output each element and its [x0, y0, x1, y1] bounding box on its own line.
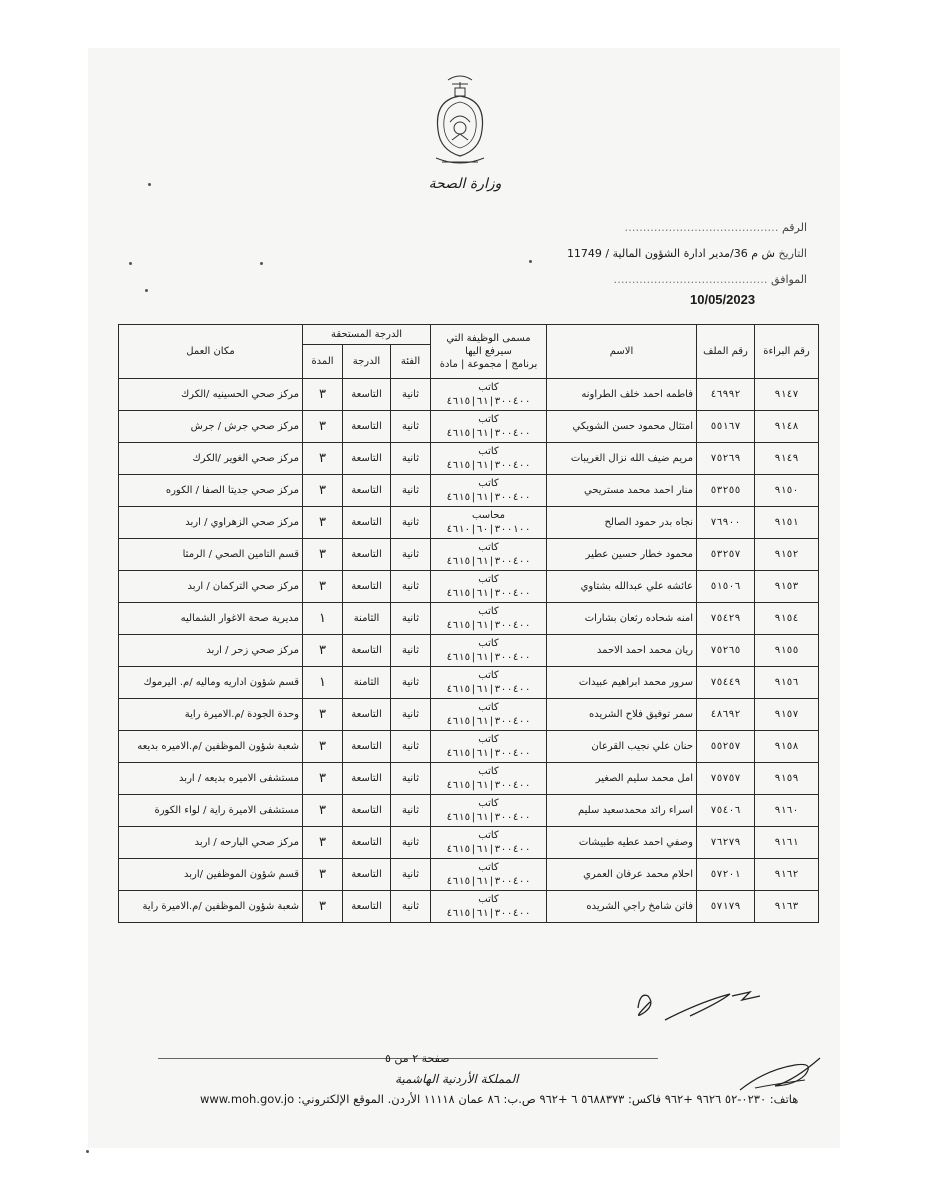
table-row [119, 443, 819, 475]
file-number-cell: ٧٦٩٠٠ [697, 507, 755, 539]
ref-number-line: الرقم …………………………………… [624, 221, 807, 234]
page-indicator: صفحة ٢ من ٥ [385, 1052, 450, 1065]
cert-number-cell: ٩١٥٢ [755, 539, 819, 571]
header-job-sub: برنامج | مجموعة | مادة [439, 359, 538, 370]
table-row [119, 411, 819, 443]
job-code: ٣٠٠٤٠٠|٦١|٤٦١٥ [446, 811, 531, 823]
job-title-cell [431, 475, 547, 507]
job-code: ٣٠٠٤٠٠|٦١|٤٦١٥ [446, 459, 531, 471]
kingdom-name: المملكة الأردنية الهاشمية [395, 1072, 519, 1086]
file-number-cell: ٧٥٤٤٩ [697, 667, 755, 699]
job-title: كاتب [478, 893, 499, 905]
category-cell: ثانية [391, 411, 431, 443]
header-job [431, 325, 547, 379]
degree-cell: التاسعة [343, 411, 391, 443]
period-cell: ٣ [303, 411, 343, 443]
scan-speck [529, 260, 532, 263]
category-cell: ثانية [391, 699, 431, 731]
workplace-cell: مستشفى الاميرة راية / لواء الكورة [119, 795, 303, 827]
cert-number-cell: ٩١٦٣ [755, 891, 819, 923]
degree-cell: التاسعة [343, 827, 391, 859]
table-row [119, 635, 819, 667]
period-cell: ٣ [303, 379, 343, 411]
workplace-cell: مركز صحي الزهراوي / اربد [119, 507, 303, 539]
workplace-cell: مركز صحي جرش / جرش [119, 411, 303, 443]
file-number-cell: ٥٥١٦٧ [697, 411, 755, 443]
job-title: كاتب [478, 701, 499, 713]
job-title-cell [431, 379, 547, 411]
ref-date-value: ش م 36/مدير ادارة الشؤون المالية / 11749 [566, 247, 775, 260]
jordan-coat-of-arms-icon [430, 70, 490, 170]
scan-speck [148, 183, 151, 186]
period-cell: ٣ [303, 475, 343, 507]
file-number-cell: ٥١٥٠٦ [697, 571, 755, 603]
employee-name-cell: احلام محمد عرفان العمري [547, 859, 697, 891]
degree-cell: التاسعة [343, 763, 391, 795]
cert-number-cell: ٩١٥٤ [755, 603, 819, 635]
job-code: ٣٠٠٤٠٠|٦١|٤٦١٥ [446, 395, 531, 407]
workplace-cell: قسم التامين الصحي / الرمثا [119, 539, 303, 571]
job-title: كاتب [478, 477, 499, 489]
job-title-cell [431, 827, 547, 859]
contact-info: هاتف: ٠٢٣٠-٥٢ ٩٦٢٦ +٩٦٢ فاكس: ٥٦٨٨٣٧٣ ٦ +٩٦٢ ص.ب: ٨٦ عمان ١١١١٨ الأردن. الموقع الإلكتروني: www.moh.gov.jo [200, 1092, 799, 1106]
job-title-cell [431, 891, 547, 923]
job-title: كاتب [478, 541, 499, 553]
file-number-cell: ٥٥٢٥٧ [697, 731, 755, 763]
job-code: ٣٠٠٤٠٠|٦١|٤٦١٥ [446, 715, 531, 727]
period-cell: ٣ [303, 795, 343, 827]
period-cell: ٣ [303, 827, 343, 859]
degree-cell: الثامنة [343, 667, 391, 699]
file-number-cell: ٥٧٢٠١ [697, 859, 755, 891]
file-number-cell: ٥٧١٧٩ [697, 891, 755, 923]
job-title: محاسب [471, 509, 506, 521]
employee-name-cell: منار احمد محمد مستريحي [547, 475, 697, 507]
job-title-cell [431, 507, 547, 539]
header-file-number: رقم الملف [697, 325, 755, 379]
table-body [119, 379, 819, 923]
table-row [119, 763, 819, 795]
file-number-cell: ٧٥٤٠٦ [697, 795, 755, 827]
cert-number-cell: ٩١٦٢ [755, 859, 819, 891]
table-row [119, 731, 819, 763]
category-cell: ثانية [391, 635, 431, 667]
file-number-cell: ٧٥٢٦٥ [697, 635, 755, 667]
scan-speck [129, 262, 132, 265]
job-title: كاتب [478, 381, 499, 393]
employee-name-cell: فاطمه احمد خلف الطراونه [547, 379, 697, 411]
job-title-cell [431, 443, 547, 475]
initials-signature-image [735, 1050, 835, 1095]
header-cert-number: رقم البراءة [755, 325, 819, 379]
degree-cell: التاسعة [343, 539, 391, 571]
job-title-cell [431, 731, 547, 763]
category-cell: ثانية [391, 795, 431, 827]
workplace-cell: قسم شؤون اداريه وماليه /م. اليرموك [119, 667, 303, 699]
degree-cell: التاسعة [343, 795, 391, 827]
job-title-cell [431, 539, 547, 571]
scan-speck [86, 1150, 89, 1153]
job-title-cell [431, 667, 547, 699]
table-row [119, 827, 819, 859]
table-row [119, 539, 819, 571]
employee-name-cell: نجاه بدر حمود الصالح [547, 507, 697, 539]
period-cell: ٣ [303, 859, 343, 891]
job-title: كاتب [478, 605, 499, 617]
employee-name-cell: امتثال محمود حسن الشويكي [547, 411, 697, 443]
degree-cell: التاسعة [343, 731, 391, 763]
file-number-cell: ٧٥٢٦٩ [697, 443, 755, 475]
ref-number-label: الرقم [781, 221, 807, 234]
period-cell: ٣ [303, 891, 343, 923]
workplace-cell: مركز صحي جديتا الصفا / الكوره [119, 475, 303, 507]
workplace-cell: قسم شؤون الموظفين /اربد [119, 859, 303, 891]
job-title-cell [431, 699, 547, 731]
employee-name-cell: حنان علي نجيب القرعان [547, 731, 697, 763]
ref-hijri-label: الموافق [771, 273, 807, 286]
file-number-cell: ٧٥٧٥٧ [697, 763, 755, 795]
period-cell: ٣ [303, 635, 343, 667]
job-code: ٣٠٠٤٠٠|٦١|٤٦١٥ [446, 651, 531, 663]
period-cell: ٣ [303, 507, 343, 539]
job-code: ٣٠٠٤٠٠|٦١|٤٦١٥ [446, 587, 531, 599]
cert-number-cell: ٩١٥٣ [755, 571, 819, 603]
workplace-cell: مستشفى الاميره بديعه / اربد [119, 763, 303, 795]
job-code: ٣٠٠٤٠٠|٦١|٤٦١٥ [446, 907, 531, 919]
signature-image [620, 982, 770, 1027]
job-title: كاتب [478, 861, 499, 873]
employee-name-cell: اسراء رائد محمدسعيد سليم [547, 795, 697, 827]
category-cell: ثانية [391, 859, 431, 891]
cert-number-cell: ٩١٥٦ [755, 667, 819, 699]
ref-hijri-line: الموافق …………………………………… [613, 273, 807, 286]
category-cell: ثانية [391, 731, 431, 763]
job-title: كاتب [478, 733, 499, 745]
cert-number-cell: ٩١٤٩ [755, 443, 819, 475]
cert-number-cell: ٩١٤٨ [755, 411, 819, 443]
cert-number-cell: ٩١٥٥ [755, 635, 819, 667]
category-cell: ثانية [391, 763, 431, 795]
cert-number-cell: ٩١٥٧ [755, 699, 819, 731]
header-workplace: مكان العمل [119, 325, 303, 379]
workplace-cell: مديرية صحة الاغوار الشماليه [119, 603, 303, 635]
header-degree: الدرجة [343, 345, 391, 379]
workplace-cell: شعبة شؤون الموظفين /م.الاميرة راية [119, 891, 303, 923]
category-cell: ثانية [391, 667, 431, 699]
file-number-cell: ٥٣٢٥٧ [697, 539, 755, 571]
job-title: كاتب [478, 765, 499, 777]
employee-name-cell: وصفي احمد عطيه طبيشات [547, 827, 697, 859]
category-cell: ثانية [391, 443, 431, 475]
document-date: 10/05/2023 [690, 292, 756, 307]
cert-number-cell: ٩١٦٠ [755, 795, 819, 827]
degree-cell: التاسعة [343, 379, 391, 411]
table-row [119, 795, 819, 827]
table-row [119, 379, 819, 411]
job-code: ٣٠٠١٠٠|٦٠|٤٦١٠ [446, 523, 531, 535]
workplace-cell: مركز صحي التركمان / اربد [119, 571, 303, 603]
job-code: ٣٠٠٤٠٠|٦١|٤٦١٥ [446, 843, 531, 855]
scan-speck [145, 289, 148, 292]
job-title-cell [431, 571, 547, 603]
job-title-cell [431, 795, 547, 827]
file-number-cell: ٥٣٢٥٥ [697, 475, 755, 507]
degree-cell: التاسعة [343, 635, 391, 667]
ministry-name: وزارة الصحة [428, 176, 502, 192]
category-cell: ثانية [391, 507, 431, 539]
file-number-cell: ٧٦٢٧٩ [697, 827, 755, 859]
job-code: ٣٠٠٤٠٠|٦١|٤٦١٥ [446, 683, 531, 695]
file-number-cell: ٤٨٦٩٢ [697, 699, 755, 731]
table-row [119, 507, 819, 539]
degree-cell: التاسعة [343, 443, 391, 475]
employee-name-cell: عائشه علي عبدالله بشتاوي [547, 571, 697, 603]
category-cell: ثانية [391, 603, 431, 635]
job-title: كاتب [478, 573, 499, 585]
workplace-cell: شعبة شؤون الموظفين /م.الاميره بديعه [119, 731, 303, 763]
degree-cell: الثامنة [343, 603, 391, 635]
period-cell: ١ [303, 667, 343, 699]
job-title: كاتب [478, 413, 499, 425]
promotion-table [118, 324, 819, 923]
job-code: ٣٠٠٤٠٠|٦١|٤٦١٥ [446, 747, 531, 759]
job-title: كاتب [478, 445, 499, 457]
degree-cell: التاسعة [343, 507, 391, 539]
cert-number-cell: ٩١٥١ [755, 507, 819, 539]
table-row [119, 571, 819, 603]
employee-name-cell: مريم ضيف الله نزال الغريبات [547, 443, 697, 475]
employee-name-cell: امل محمد سليم الصغير [547, 763, 697, 795]
workplace-cell: مركز صحي زحر / اربد [119, 635, 303, 667]
category-cell: ثانية [391, 891, 431, 923]
ref-date-line [567, 247, 807, 260]
job-title-cell [431, 859, 547, 891]
period-cell: ٣ [303, 539, 343, 571]
cert-number-cell: ٩١٦١ [755, 827, 819, 859]
employee-name-cell: محمود خطار حسين عطير [547, 539, 697, 571]
period-cell: ١ [303, 603, 343, 635]
job-title-cell [431, 411, 547, 443]
header-category: الفئة [391, 345, 431, 379]
employee-name-cell: فاتن شامخ راجي الشريده [547, 891, 697, 923]
header-deserved-degree: الدرجة المستحقة [303, 325, 431, 345]
job-code: ٣٠٠٤٠٠|٦١|٤٦١٥ [446, 555, 531, 567]
category-cell: ثانية [391, 571, 431, 603]
period-cell: ٣ [303, 443, 343, 475]
job-title: كاتب [478, 797, 499, 809]
category-cell: ثانية [391, 539, 431, 571]
job-code: ٣٠٠٤٠٠|٦١|٤٦١٥ [446, 779, 531, 791]
table-row [119, 891, 819, 923]
period-cell: ٣ [303, 763, 343, 795]
job-code: ٣٠٠٤٠٠|٦١|٤٦١٥ [446, 491, 531, 503]
table-row [119, 859, 819, 891]
header-job-title: مسمى الوظيفة التي سيرفع اليها [446, 333, 531, 357]
job-title: كاتب [478, 669, 499, 681]
job-code: ٣٠٠٤٠٠|٦١|٤٦١٥ [446, 619, 531, 631]
degree-cell: التاسعة [343, 571, 391, 603]
workplace-cell: وحدة الجودة /م.الاميرة راية [119, 699, 303, 731]
period-cell: ٣ [303, 731, 343, 763]
table-row [119, 699, 819, 731]
degree-cell: التاسعة [343, 699, 391, 731]
table-row [119, 667, 819, 699]
job-code: ٣٠٠٤٠٠|٦١|٤٦١٥ [446, 427, 531, 439]
job-title: كاتب [478, 637, 499, 649]
employee-name-cell: ريان محمد احمد الاحمد [547, 635, 697, 667]
table-row [119, 475, 819, 507]
job-title-cell [431, 603, 547, 635]
degree-cell: التاسعة [343, 859, 391, 891]
category-cell: ثانية [391, 379, 431, 411]
period-cell: ٣ [303, 571, 343, 603]
job-title: كاتب [478, 829, 499, 841]
workplace-cell: مركز صحي البارحه / اربد [119, 827, 303, 859]
degree-cell: التاسعة [343, 475, 391, 507]
cert-number-cell: ٩١٥٠ [755, 475, 819, 507]
job-title-cell [431, 763, 547, 795]
cert-number-cell: ٩١٥٩ [755, 763, 819, 795]
header-name: الاسم [547, 325, 697, 379]
ref-date-label: التاريخ [778, 247, 807, 260]
employee-name-cell: سمر توفيق فلاح الشريده [547, 699, 697, 731]
job-code: ٣٠٠٤٠٠|٦١|٤٦١٥ [446, 875, 531, 887]
file-number-cell: ٧٥٤٢٩ [697, 603, 755, 635]
table-row [119, 603, 819, 635]
cert-number-cell: ٩١٥٨ [755, 731, 819, 763]
category-cell: ثانية [391, 475, 431, 507]
category-cell: ثانية [391, 827, 431, 859]
workplace-cell: مركز صحي الحسينيه /الكرك [119, 379, 303, 411]
file-number-cell: ٤٦٩٩٢ [697, 379, 755, 411]
period-cell: ٣ [303, 699, 343, 731]
employee-name-cell: سرور محمد ابراهيم عبيدات [547, 667, 697, 699]
employee-name-cell: امنه شحاده رثعان بشارات [547, 603, 697, 635]
header-period: المدة [303, 345, 343, 379]
workplace-cell: مركز صحي الغوير /الكرك [119, 443, 303, 475]
degree-cell: التاسعة [343, 891, 391, 923]
scan-speck [260, 262, 263, 265]
cert-number-cell: ٩١٤٧ [755, 379, 819, 411]
job-title-cell [431, 635, 547, 667]
